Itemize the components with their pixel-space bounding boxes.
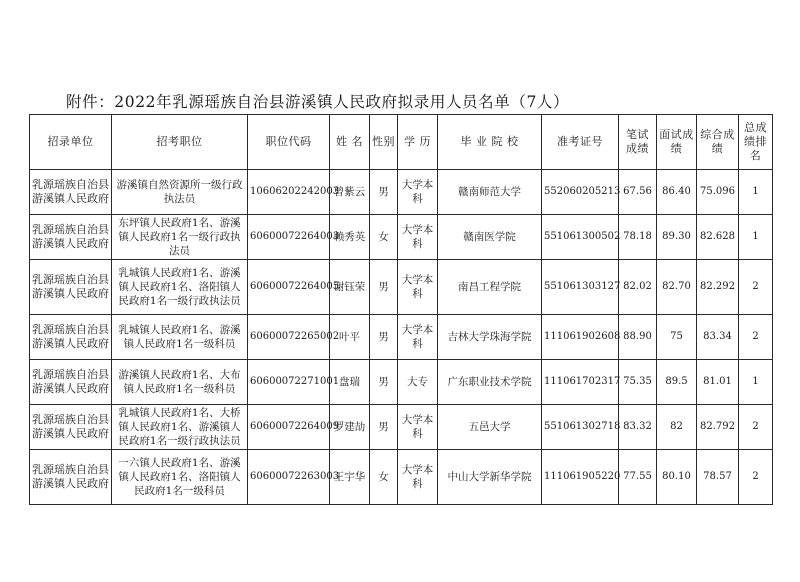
cell-written-score: 75.35 bbox=[619, 360, 657, 405]
cell-written-score: 78.18 bbox=[619, 215, 657, 260]
cell-code: 60600072263003 bbox=[248, 450, 330, 505]
cell-school: 赣南医学院 bbox=[438, 215, 542, 260]
cell-gender: 男 bbox=[370, 260, 398, 315]
cell-ticket: 551061302718 bbox=[542, 405, 619, 450]
header-rank: 总成绩排名 bbox=[739, 115, 773, 170]
cell-gender: 女 bbox=[370, 215, 398, 260]
cell-rank: 1 bbox=[739, 215, 773, 260]
cell-written-score: 82.02 bbox=[619, 260, 657, 315]
cell-education: 大学本科 bbox=[398, 315, 438, 360]
cell-name: 叶平 bbox=[330, 315, 370, 360]
cell-name: 王宇华 bbox=[330, 450, 370, 505]
table-header bbox=[30, 115, 773, 170]
cell-gender: 男 bbox=[370, 405, 398, 450]
cell-total-score: 78.57 bbox=[697, 450, 739, 505]
cell-position: 东坪镇人民政府1名、游溪镇人民政府1名一级行政执法员 bbox=[112, 215, 248, 260]
cell-interview-score: 89.5 bbox=[657, 360, 697, 405]
cell-rank: 2 bbox=[739, 260, 773, 315]
cell-code: 10606202242003 bbox=[248, 170, 330, 215]
header-ticket: 准考证号 bbox=[542, 115, 619, 170]
cell-code: 60600072271001 bbox=[248, 360, 330, 405]
cell-gender: 男 bbox=[370, 315, 398, 360]
header-total-score: 综合成绩 bbox=[697, 115, 739, 170]
cell-position: 乳城镇人民政府1名、游溪镇人民政府1名一级科员 bbox=[112, 315, 248, 360]
cell-school: 南昌工程学院 bbox=[438, 260, 542, 315]
cell-total-score: 82.628 bbox=[697, 215, 739, 260]
cell-total-score: 75.096 bbox=[697, 170, 739, 215]
cell-unit: 乳源瑶族自治县游溪镇人民政府 bbox=[30, 360, 112, 405]
cell-unit: 乳源瑶族自治县游溪镇人民政府 bbox=[30, 450, 112, 505]
cell-name: 谢钰荣 bbox=[330, 260, 370, 315]
cell-gender: 男 bbox=[370, 360, 398, 405]
cell-ticket: 551061303127 bbox=[542, 260, 619, 315]
header-name: 姓 名 bbox=[330, 115, 370, 170]
cell-position: 游溪镇人民政府1名、大布镇人民政府1名一级科员 bbox=[112, 360, 248, 405]
cell-written-score: 77.55 bbox=[619, 450, 657, 505]
cell-position: 一六镇人民政府1名、游溪镇人民政府1名、洛阳镇人民政府1名一级科员 bbox=[112, 450, 248, 505]
table-row bbox=[30, 405, 773, 450]
header-row bbox=[30, 115, 773, 170]
cell-name: 赖秀英 bbox=[330, 215, 370, 260]
cell-school: 中山大学新华学院 bbox=[438, 450, 542, 505]
cell-ticket: 111061702317 bbox=[542, 360, 619, 405]
table-row bbox=[30, 450, 773, 505]
cell-school: 五邑大学 bbox=[438, 405, 542, 450]
cell-education: 大学本科 bbox=[398, 260, 438, 315]
cell-total-score: 82.792 bbox=[697, 405, 739, 450]
header-education: 学 历 bbox=[398, 115, 438, 170]
cell-interview-score: 89.30 bbox=[657, 215, 697, 260]
cell-written-score: 83.32 bbox=[619, 405, 657, 450]
header-written-score: 笔试成绩 bbox=[619, 115, 657, 170]
cell-total-score: 82.292 bbox=[697, 260, 739, 315]
cell-education: 大学本科 bbox=[398, 170, 438, 215]
cell-unit: 乳源瑶族自治县游溪镇人民政府 bbox=[30, 215, 112, 260]
header-position: 招考职位 bbox=[112, 115, 248, 170]
cell-unit: 乳源瑶族自治县游溪镇人民政府 bbox=[30, 260, 112, 315]
cell-name: 盘瑞 bbox=[330, 360, 370, 405]
table-row bbox=[30, 315, 773, 360]
cell-unit: 乳源瑶族自治县游溪镇人民政府 bbox=[30, 170, 112, 215]
cell-ticket: 111061902608 bbox=[542, 315, 619, 360]
cell-education: 大专 bbox=[398, 360, 438, 405]
cell-ticket: 552060205213 bbox=[542, 170, 619, 215]
hiring-roster-table bbox=[29, 114, 773, 505]
header-interview-score: 面试成绩 bbox=[657, 115, 697, 170]
cell-code: 60600072264009 bbox=[248, 405, 330, 450]
cell-rank: 1 bbox=[739, 360, 773, 405]
header-unit: 招录单位 bbox=[30, 115, 112, 170]
table-row bbox=[30, 215, 773, 260]
cell-ticket: 551061300502 bbox=[542, 215, 619, 260]
cell-total-score: 83.34 bbox=[697, 315, 739, 360]
cell-position: 乳城镇人民政府1名、游溪镇人民政府1名、洛阳镇人民政府1名一级行政执法员 bbox=[112, 260, 248, 315]
header-gender: 性别 bbox=[370, 115, 398, 170]
cell-rank: 2 bbox=[739, 450, 773, 505]
cell-gender: 男 bbox=[370, 170, 398, 215]
table-body bbox=[30, 170, 773, 505]
cell-interview-score: 82.70 bbox=[657, 260, 697, 315]
cell-interview-score: 75 bbox=[657, 315, 697, 360]
cell-rank: 2 bbox=[739, 405, 773, 450]
cell-school: 赣南师范大学 bbox=[438, 170, 542, 215]
cell-position: 乳城镇人民政府1名、大桥镇人民政府1名、游溪镇人民政府1名一级行政执法员 bbox=[112, 405, 248, 450]
cell-code: 60600072265002 bbox=[248, 315, 330, 360]
cell-gender: 女 bbox=[370, 450, 398, 505]
cell-position: 游溪镇自然资源所一级行政执法员 bbox=[112, 170, 248, 215]
cell-total-score: 81.01 bbox=[697, 360, 739, 405]
cell-ticket: 111061905220 bbox=[542, 450, 619, 505]
cell-interview-score: 86.40 bbox=[657, 170, 697, 215]
document-title: 附件：2022年乳源瑶族自治县游溪镇人民政府拟录用人员名单（7人） bbox=[66, 93, 570, 111]
cell-written-score: 67.56 bbox=[619, 170, 657, 215]
cell-interview-score: 82 bbox=[657, 405, 697, 450]
cell-school: 吉林大学珠海学院 bbox=[438, 315, 542, 360]
cell-unit: 乳源瑶族自治县游溪镇人民政府 bbox=[30, 315, 112, 360]
cell-unit: 乳源瑶族自治县游溪镇人民政府 bbox=[30, 405, 112, 450]
header-school: 毕 业 院 校 bbox=[438, 115, 542, 170]
header-code: 职位代码 bbox=[248, 115, 330, 170]
cell-written-score: 88.90 bbox=[619, 315, 657, 360]
cell-education: 大学本科 bbox=[398, 215, 438, 260]
cell-rank: 1 bbox=[739, 170, 773, 215]
cell-education: 大学本科 bbox=[398, 405, 438, 450]
cell-school: 广东职业技术学院 bbox=[438, 360, 542, 405]
cell-name: 罗建劼 bbox=[330, 405, 370, 450]
cell-name: 曾紫云 bbox=[330, 170, 370, 215]
table-row bbox=[30, 260, 773, 315]
cell-code: 60600072264003 bbox=[248, 215, 330, 260]
cell-education: 大学本科 bbox=[398, 450, 438, 505]
table-row bbox=[30, 360, 773, 405]
cell-interview-score: 80.10 bbox=[657, 450, 697, 505]
cell-rank: 2 bbox=[739, 315, 773, 360]
cell-code: 60600072264005 bbox=[248, 260, 330, 315]
table-row bbox=[30, 170, 773, 215]
